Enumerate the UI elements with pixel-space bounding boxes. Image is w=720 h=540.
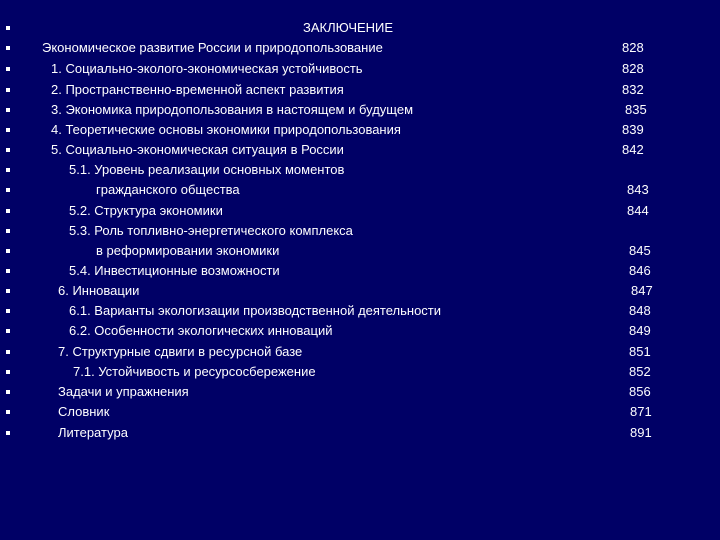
toc-entry-text: Литература <box>58 425 128 440</box>
toc-entry-text: Словник <box>58 404 110 419</box>
toc-entry-text: в реформировании экономики <box>96 243 280 258</box>
bullet-icon <box>6 26 10 30</box>
toc-entry-page: 842 <box>622 142 644 157</box>
toc-entry <box>0 423 720 443</box>
toc-entry-text: гражданского общества <box>96 182 240 197</box>
bullet-icon <box>6 88 10 92</box>
bullet-icon <box>6 46 10 50</box>
toc-entry <box>0 100 720 120</box>
toc-entry-text: 5. Социально-экономическая ситуация в России <box>51 142 344 157</box>
bullet-icon <box>6 209 10 213</box>
toc-entry <box>0 362 720 382</box>
toc-entry-text: 5.1. Уровень реализации основных моментов <box>69 162 345 177</box>
bullet-icon <box>6 148 10 152</box>
toc-entry <box>0 261 720 281</box>
bullet-icon <box>6 350 10 354</box>
toc-entry-text: Задачи и упражнения <box>58 384 189 399</box>
toc-entry-text: 7.1. Устойчивость и ресурсосбережение <box>73 364 316 379</box>
bullet-icon <box>6 370 10 374</box>
toc-title: ЗАКЛЮЧЕНИЕ <box>303 20 394 35</box>
toc-entry-page: 852 <box>629 364 651 379</box>
bullet-icon <box>6 410 10 414</box>
toc-entry-page: 849 <box>629 323 651 338</box>
toc-entry <box>0 321 720 341</box>
bullet-icon <box>6 309 10 313</box>
toc-entry <box>0 38 720 58</box>
toc-entry-text: 2. Пространственно-временной аспект развития <box>51 82 344 97</box>
toc-entry <box>0 140 720 160</box>
toc-entry-text: 6.1. Варианты экологизации производственной деятельности <box>69 303 442 318</box>
bullet-icon <box>6 329 10 333</box>
bullet-icon <box>6 229 10 233</box>
toc-entry-page: 845 <box>629 243 651 258</box>
bullet-icon <box>6 108 10 112</box>
toc-entry-page: 851 <box>629 344 651 359</box>
toc-entry <box>0 382 720 402</box>
toc-entry-page: 844 <box>627 203 649 218</box>
toc-entry <box>0 301 720 321</box>
toc-entry-text: 5.3. Роль топливно-энергетического комплекса <box>69 223 353 238</box>
toc-entry-text: 6. Инновации <box>58 283 140 298</box>
toc-entry-page: 846 <box>629 263 651 278</box>
bullet-icon <box>6 269 10 273</box>
toc-title-row <box>0 18 720 38</box>
bullet-icon <box>6 249 10 253</box>
toc-entry <box>0 120 720 140</box>
toc-entry-page: 848 <box>629 303 651 318</box>
toc-entry <box>0 180 720 200</box>
toc-entry-page: 828 <box>622 61 644 76</box>
toc-entry-text: 4. Теоретические основы экономики природопользования <box>51 122 401 137</box>
toc-entry-text: 5.4. Инвестиционные возможности <box>69 263 280 278</box>
toc-entry <box>0 342 720 362</box>
bullet-icon <box>6 431 10 435</box>
toc-entry-text: 5.2. Структура экономики <box>69 203 223 218</box>
toc-entry-page: 891 <box>630 425 652 440</box>
bullet-icon <box>6 128 10 132</box>
toc-entry-page: 828 <box>622 40 644 55</box>
toc-entry <box>0 80 720 100</box>
toc-entry <box>0 221 720 241</box>
toc-entry-page: 871 <box>630 404 652 419</box>
bullet-icon <box>6 390 10 394</box>
toc-entry-text: Экономическое развитие России и природопользование <box>42 40 383 55</box>
toc-entry <box>0 281 720 301</box>
toc-entry-page: 847 <box>631 283 653 298</box>
bullet-icon <box>6 67 10 71</box>
bullet-icon <box>6 168 10 172</box>
toc-entry-page: 835 <box>625 102 647 117</box>
toc-entry-text: 1. Социально-эколого-экономическая устойчивость <box>51 61 363 76</box>
toc-entry <box>0 402 720 422</box>
toc-entry-page: 843 <box>627 182 649 197</box>
toc-entry-text: 3. Экономика природопользования в настоящем и будущем <box>51 102 414 117</box>
toc-entry-text: 6.2. Особенности экологических инноваций <box>69 323 333 338</box>
toc-entry-page: 856 <box>629 384 651 399</box>
toc-entry-page: 839 <box>622 122 644 137</box>
toc-entry <box>0 201 720 221</box>
toc-entry <box>0 160 720 180</box>
toc-entry <box>0 59 720 79</box>
toc-entry-page: 832 <box>622 82 644 97</box>
toc-entry-text: 7. Структурные сдвиги в ресурсной базе <box>58 344 303 359</box>
bullet-icon <box>6 289 10 293</box>
toc-entry <box>0 241 720 261</box>
bullet-icon <box>6 188 10 192</box>
